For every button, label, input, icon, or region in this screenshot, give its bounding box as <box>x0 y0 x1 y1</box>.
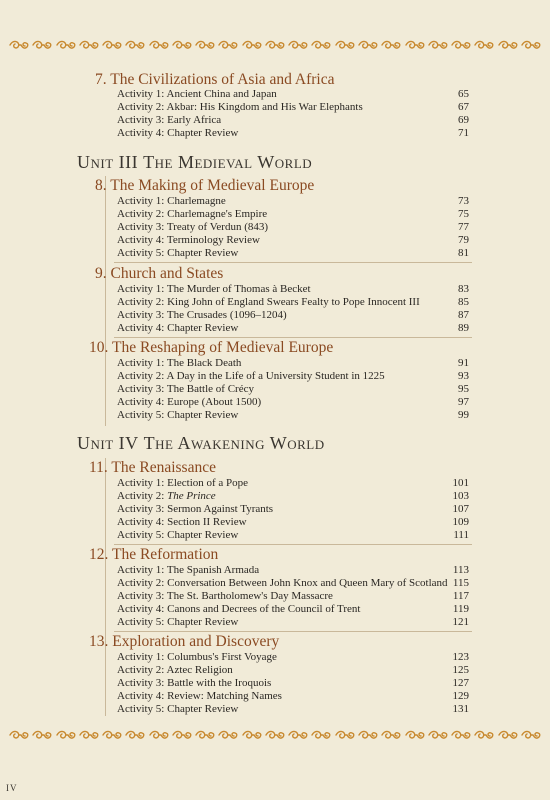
activity-page: 65 <box>458 88 469 100</box>
activity-page: 101 <box>452 477 469 489</box>
activity-label: Activity 2: King John of England Swears Fealty to Pope Innocent III <box>117 296 420 308</box>
activity-page: 85 <box>458 296 469 308</box>
activity-label: Activity 5: Chapter Review <box>117 616 239 628</box>
activity-label: Activity 4: Terminology Review <box>117 234 260 246</box>
activity-page: 127 <box>452 677 469 689</box>
activity-page: 125 <box>452 664 469 676</box>
activity-label: Activity 2: A Day in the Life of a University Student in 1225 <box>117 370 385 382</box>
activity-label: Activity 4: Chapter Review <box>117 127 239 139</box>
unit-rule <box>105 176 106 426</box>
section-divider <box>114 262 472 263</box>
activity-label: Activity 4: Chapter Review <box>117 322 239 334</box>
unit-numeral: Unit III <box>77 152 139 172</box>
greek-key-ornament-icon <box>8 729 30 741</box>
activity-page: 69 <box>458 114 469 126</box>
activity-label: Activity 1: Charlemagne <box>117 195 226 207</box>
activity-label: Activity 1: Ancient China and Japan <box>117 88 277 100</box>
activity-page: 103 <box>452 490 469 502</box>
activity-page: 83 <box>458 283 469 295</box>
unit-numeral: Unit IV <box>77 433 139 453</box>
activity-label: Activity 3: The Crusades (1096–1204) <box>117 309 287 321</box>
activity-label: Activity 5: Chapter Review <box>117 409 239 421</box>
greek-key-ornament-icon <box>427 729 449 741</box>
activity-label: Activity 1: Columbus's First Voyage <box>117 651 277 663</box>
activity-page: 111 <box>453 529 469 541</box>
greek-key-ornament-icon <box>55 729 77 741</box>
unit-title: The Medieval World <box>143 152 313 172</box>
activity-label: Activity 1: The Spanish Armada <box>117 564 260 576</box>
activity-label: Activity 3: Treaty of Verdun (843) <box>117 221 269 233</box>
activity-page: 123 <box>452 651 469 663</box>
greek-key-ornament-icon <box>357 729 379 741</box>
activity-label: Activity 3: Sermon Against Tyrants <box>117 503 274 515</box>
activity-page: 79 <box>458 234 469 246</box>
activity-label: Activity 5: Chapter Review <box>117 529 239 541</box>
section-divider <box>114 631 472 632</box>
greek-key-ornament-icon <box>520 729 542 741</box>
activity-label: Activity 4: Section II Review <box>117 516 247 528</box>
activity-page: 109 <box>452 516 469 528</box>
activity-label <box>117 490 216 503</box>
greek-key-ornament-icon <box>31 729 53 741</box>
greek-key-ornament-icon <box>264 729 286 741</box>
greek-key-ornament-icon <box>217 729 239 741</box>
greek-key-ornament-icon <box>497 729 519 741</box>
activity-page: 107 <box>452 503 469 515</box>
greek-key-ornament-icon <box>78 729 100 741</box>
activity-label: Activity 3: The St. Bartholomew's Day Massacre <box>117 590 333 602</box>
activity-label-prefix: Activity 2: <box>117 490 168 502</box>
activity-page: 89 <box>458 322 469 334</box>
chapter-title: 7. The Civilizations of Asia and Africa <box>95 71 335 88</box>
activity-label: Activity 2: Akbar: His Kingdom and His War Elephants <box>117 101 363 113</box>
activity-label: Activity 3: Early Africa <box>117 114 222 126</box>
activity-page: 117 <box>452 590 469 602</box>
activity-page: 75 <box>458 208 469 220</box>
greek-key-ornament-icon <box>241 729 263 741</box>
section-divider <box>114 337 472 338</box>
activity-label: Activity 3: The Battle of Crécy <box>117 383 254 395</box>
chapter-title: 8. The Making of Medieval Europe <box>95 177 315 194</box>
activity-label: Activity 1: The Black Death <box>117 357 242 369</box>
greek-key-ornament-icon <box>450 729 472 741</box>
activity-page: 99 <box>458 409 469 421</box>
activity-page: 97 <box>458 396 469 408</box>
activity-label: Activity 2: Conversation Between John Knox and Queen Mary of Scotland <box>117 577 448 589</box>
bottom-ornament-border <box>8 728 542 742</box>
activity-page: 119 <box>452 603 469 615</box>
greek-key-ornament-icon <box>334 729 356 741</box>
unit-title: The Awakening World <box>143 433 325 453</box>
activity-page: 131 <box>452 703 469 715</box>
activity-page: 95 <box>458 383 469 395</box>
activity-page: 121 <box>452 616 469 628</box>
greek-key-ornament-icon <box>124 729 146 741</box>
greek-key-ornament-icon <box>473 729 495 741</box>
unit-heading <box>77 152 312 173</box>
greek-key-ornament-icon <box>101 729 123 741</box>
chapter-title: 9. Church and States <box>95 265 224 282</box>
activity-page: 77 <box>458 221 469 233</box>
activity-label: Activity 2: Charlemagne's Empire <box>117 208 268 220</box>
unit-heading <box>77 433 325 454</box>
activity-page: 113 <box>452 564 469 576</box>
greek-key-ornament-icon <box>310 729 332 741</box>
chapter-title: 12. The Reformation <box>89 546 219 563</box>
activity-label: Activity 4: Canons and Decrees of the Council of Trent <box>117 603 361 615</box>
activity-page: 81 <box>458 247 469 259</box>
greek-key-ornament-icon <box>148 729 170 741</box>
activity-label-italic: The Prince <box>167 490 216 502</box>
chapter-title: 10. The Reshaping of Medieval Europe <box>89 339 334 356</box>
activity-label: Activity 4: Europe (About 1500) <box>117 396 262 408</box>
activity-label: Activity 1: Election of a Pope <box>117 477 249 489</box>
activity-page: 71 <box>458 127 469 139</box>
activity-label: Activity 5: Chapter Review <box>117 703 239 715</box>
activity-page: 87 <box>458 309 469 321</box>
unit-rule <box>105 458 106 716</box>
greek-key-ornament-icon <box>404 729 426 741</box>
activity-label: Activity 2: Aztec Religion <box>117 664 233 676</box>
chapter-title: 11. The Renaissance <box>89 459 216 476</box>
activity-page: 67 <box>458 101 469 113</box>
greek-key-ornament-icon <box>287 729 309 741</box>
activity-page: 73 <box>458 195 469 207</box>
activity-page: 93 <box>458 370 469 382</box>
activity-label: Activity 5: Chapter Review <box>117 247 239 259</box>
activity-page: 91 <box>458 357 469 369</box>
activity-page: 115 <box>452 577 469 589</box>
greek-key-ornament-icon <box>171 729 193 741</box>
activity-label: Activity 4: Review: Matching Names <box>117 690 282 702</box>
activity-page: 129 <box>452 690 469 702</box>
greek-key-ornament-icon <box>194 729 216 741</box>
greek-key-ornament-icon <box>380 729 402 741</box>
chapter-title: 13. Exploration and Discovery <box>89 633 280 650</box>
page-number: IV <box>6 783 18 793</box>
activity-label: Activity 1: The Murder of Thomas à Becket <box>117 283 311 295</box>
section-divider <box>114 544 472 545</box>
activity-label: Activity 3: Battle with the Iroquois <box>117 677 272 689</box>
